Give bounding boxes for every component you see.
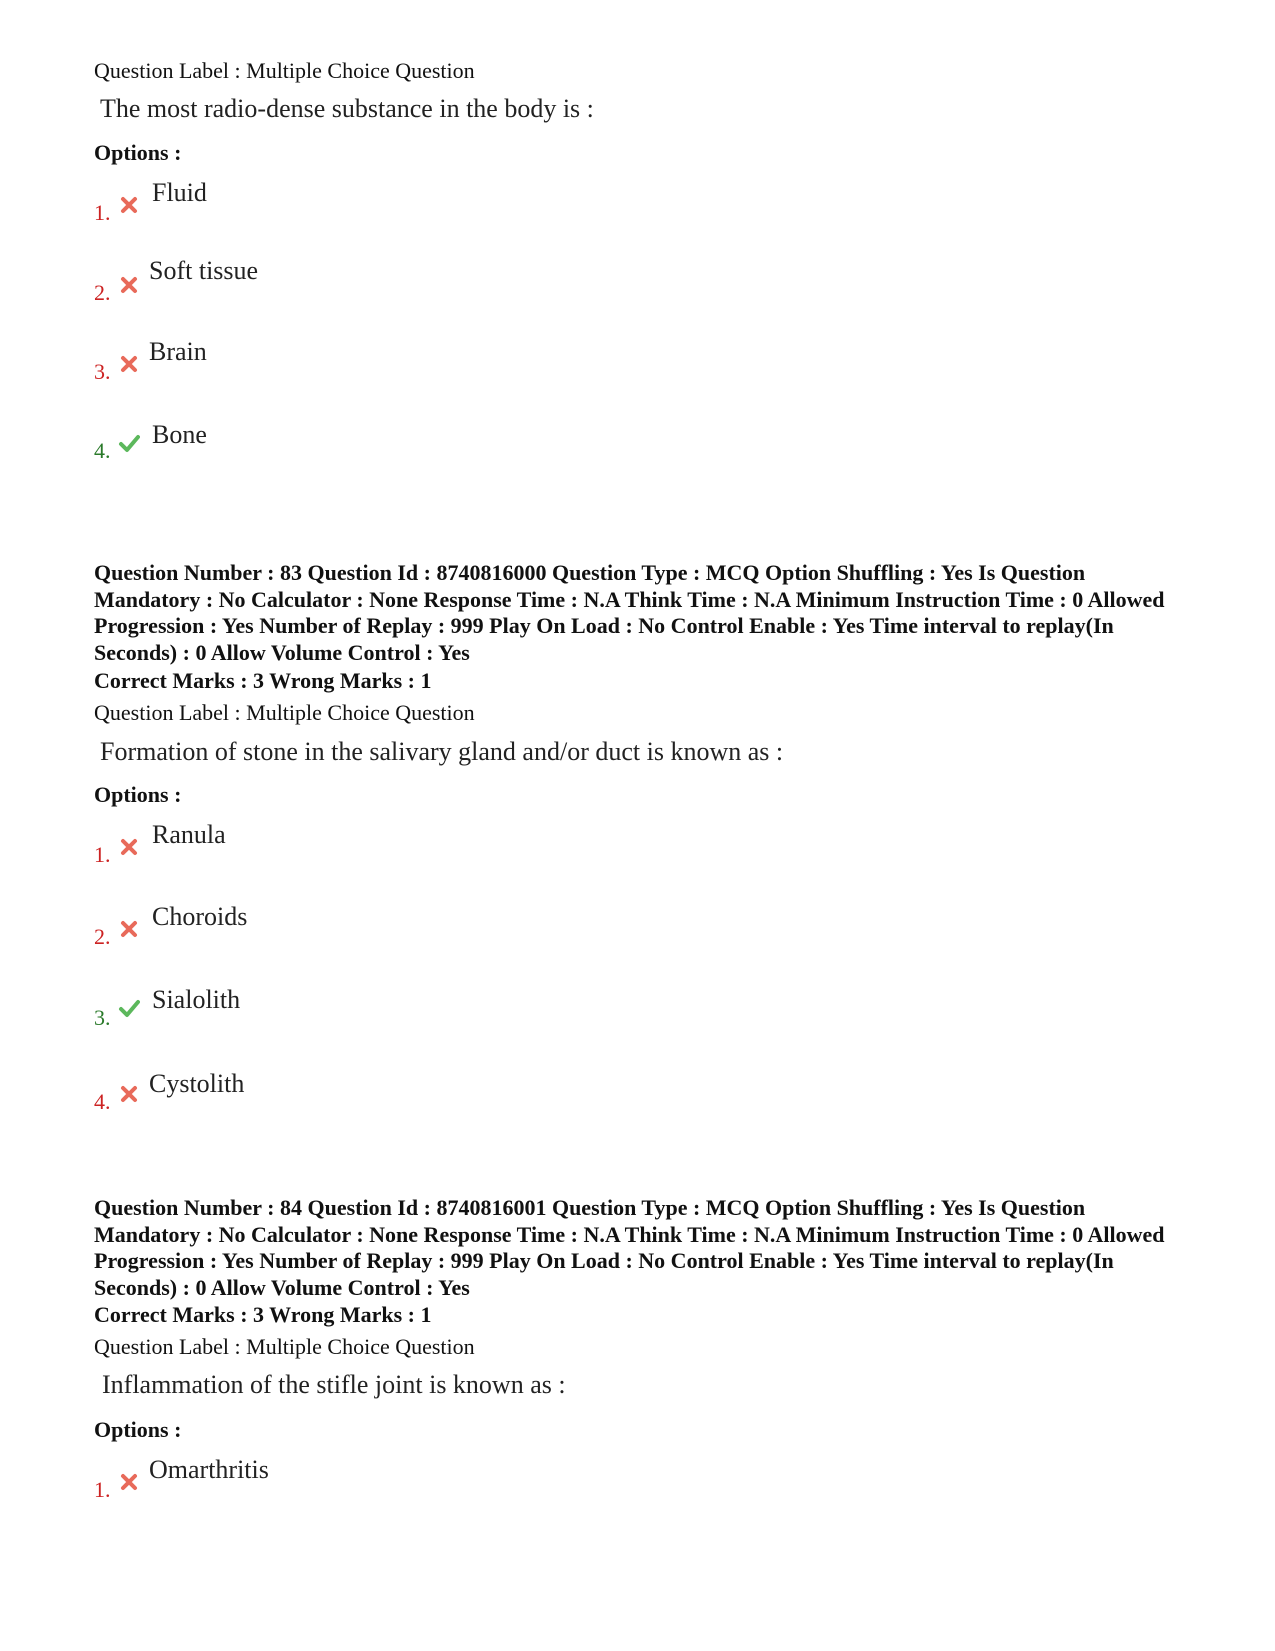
question-marks: Correct Marks : 3 Wrong Marks : 1 — [94, 668, 432, 693]
question-label: Question Label : Multiple Choice Question — [94, 700, 475, 725]
question-text: Inflammation of the stifle joint is known as : — [102, 1370, 566, 1399]
option-item — [0, 337, 700, 407]
option-item — [0, 420, 700, 490]
question-text: The most radio-dense substance in the body is : — [100, 94, 594, 123]
option-item — [0, 820, 700, 890]
option-number: 3. — [94, 359, 111, 384]
question-meta: Question Number : 83 Question Id : 8740816000 Question Type : MCQ Option Shuffling : Yes Is Question Mandatory : No Calculator : None Response Time : N.A Think Time : N.A Minimum Instruction Time : 0 Allowed Progression : Yes Number of Replay : 999 Play On Load : No Control Enable : Yes Time interval to replay(In Seconds) : 0 Allow Volume Control : Yes — [94, 560, 1165, 665]
check-icon — [118, 432, 140, 454]
option-text: Choroids — [152, 902, 248, 931]
option-number: 1. — [94, 842, 111, 867]
question-label: Question Label : Multiple Choice Question — [94, 1334, 475, 1359]
cross-icon — [118, 918, 140, 940]
question-marks: Correct Marks : 3 Wrong Marks : 1 — [94, 1302, 432, 1327]
cross-icon — [118, 274, 140, 296]
option-text: Sialolith — [152, 985, 241, 1014]
cross-icon — [118, 194, 140, 216]
option-item — [0, 256, 700, 326]
options-heading: Options : — [94, 140, 182, 165]
cross-icon — [118, 836, 140, 858]
option-text: Brain — [149, 337, 207, 366]
check-icon — [118, 997, 140, 1019]
option-text: Fluid — [152, 178, 207, 207]
question-meta: Question Number : 84 Question Id : 8740816001 Question Type : MCQ Option Shuffling : Yes Is Question Mandatory : No Calculator : None Response Time : N.A Think Time : N.A Minimum Instruction Time : 0 Allowed Progression : Yes Number of Replay : 999 Play On Load : No Control Enable : Yes Time interval to replay(In Seconds) : 0 Allow Volume Control : Yes — [94, 1195, 1165, 1300]
options-heading: Options : — [94, 782, 182, 807]
option-number: 1. — [94, 200, 111, 225]
option-text: Bone — [152, 420, 207, 449]
options-heading: Options : — [94, 1417, 182, 1442]
option-text: Ranula — [152, 820, 226, 849]
cross-icon — [118, 1083, 140, 1105]
option-number: 1. — [94, 1477, 111, 1502]
question-text: Formation of stone in the salivary gland and/or duct is known as : — [100, 737, 784, 766]
option-item — [0, 1455, 700, 1525]
cross-icon — [118, 1471, 140, 1493]
option-number: 4. — [94, 438, 111, 463]
option-item — [0, 1069, 700, 1139]
option-text: Omarthritis — [149, 1455, 269, 1484]
question-label: Question Label : Multiple Choice Question — [94, 58, 475, 83]
option-number: 4. — [94, 1089, 111, 1114]
cross-icon — [118, 353, 140, 375]
option-number: 2. — [94, 280, 111, 305]
option-item — [0, 178, 700, 248]
option-number: 2. — [94, 924, 111, 949]
option-text: Soft tissue — [149, 256, 259, 285]
option-text: Cystolith — [149, 1069, 245, 1098]
option-item — [0, 902, 700, 972]
option-item — [0, 985, 700, 1055]
option-number: 3. — [94, 1005, 111, 1030]
